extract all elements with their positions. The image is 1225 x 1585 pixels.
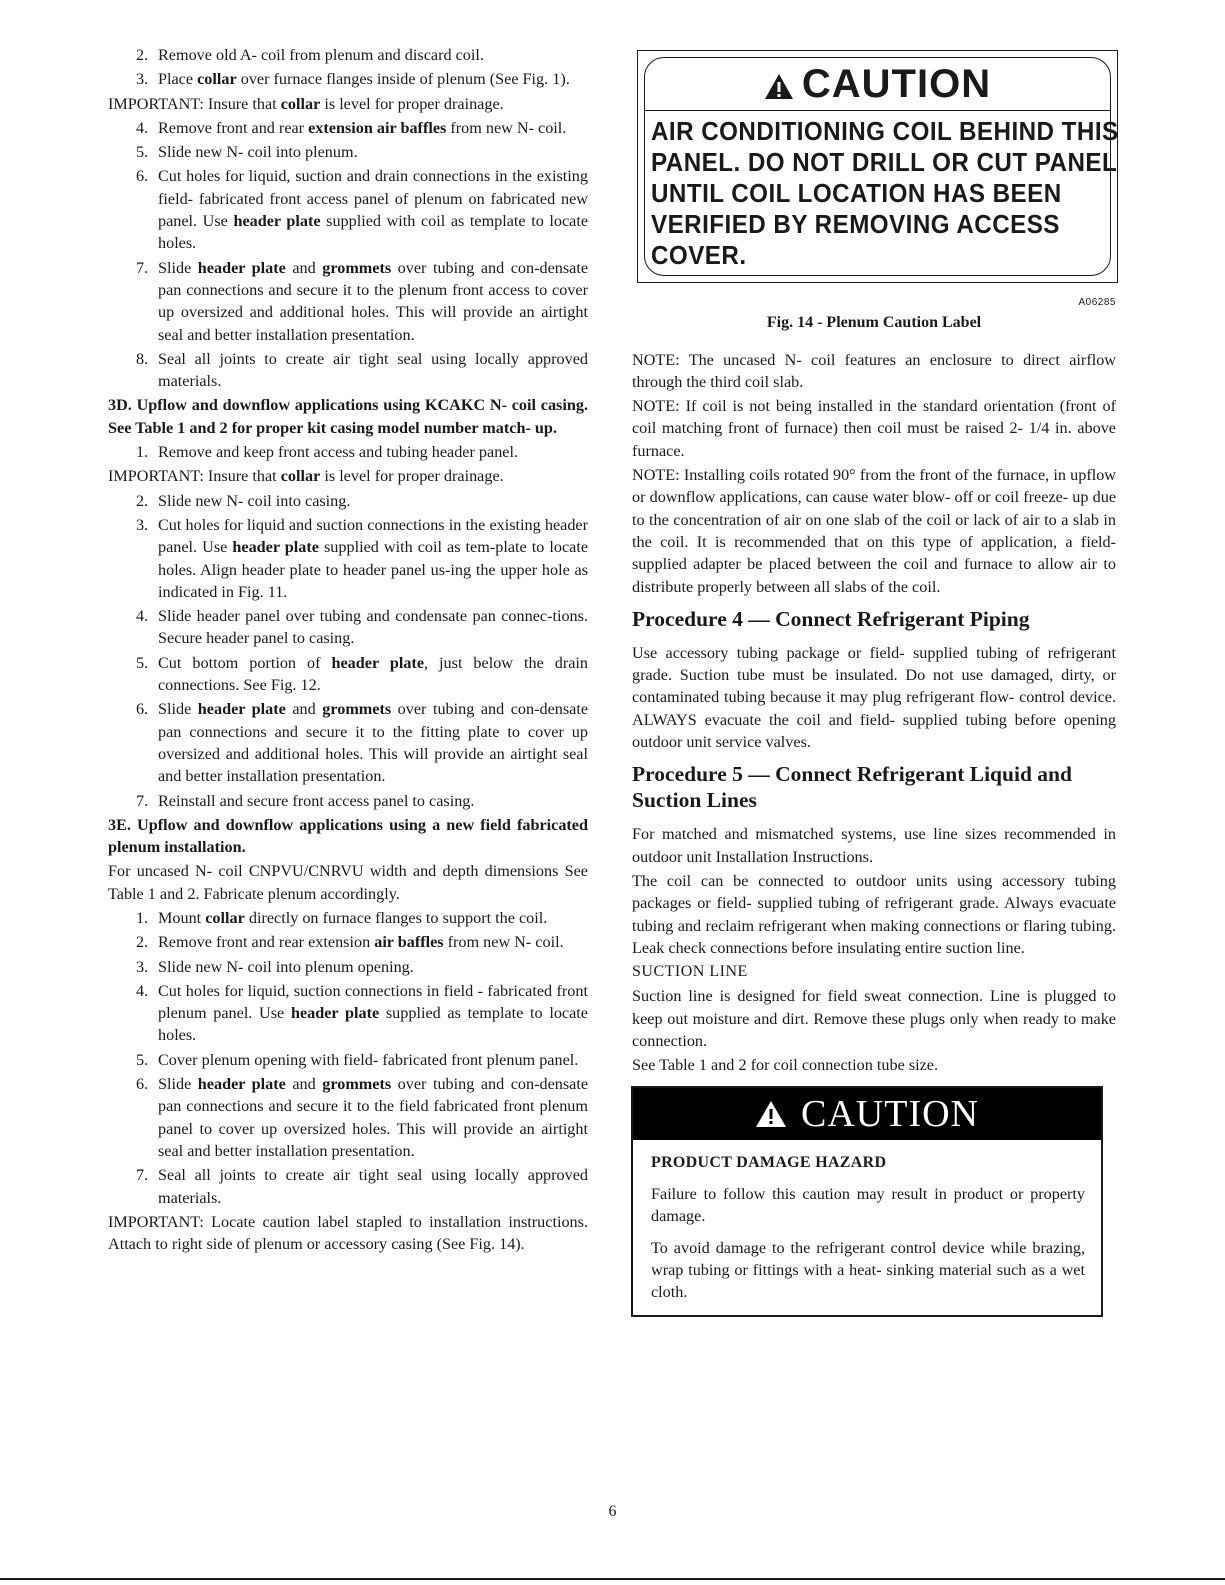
caution-banner: CAUTION xyxy=(633,1088,1101,1140)
paragraph: For matched and mismatched systems, use line sizes recommended in outdoor unit Installation Instructions. xyxy=(632,825,1116,866)
list-item: 3. Slide new N- coil into plenum opening. xyxy=(136,957,414,976)
product-damage-caution-box xyxy=(631,1086,1103,1318)
list-item: 2. Remove old A- coil from plenum and discard coil. xyxy=(136,46,484,64)
list-item: 7. Seal all joints to create air tight seal using locally approved materials. xyxy=(136,1166,588,1207)
paragraph: The coil can be connected to outdoor units using accessory tubing packages or field- supplied tubing of refrigerant grade. Always evacuate tubing and reclaim refrigerant when making connections or flaring tubing. Leak check connections before insulating entire suction line. xyxy=(632,871,1116,957)
list-item: 5. Cut bottom portion of header plate, just below the drain connections. See Fig. 12. xyxy=(136,653,589,695)
suction-line-heading: SUCTION LINE xyxy=(632,963,748,981)
list-item: 4. Slide header panel over tubing and condensate pan connec-tions. Secure header panel to casing. xyxy=(136,607,588,648)
list-item: 7. Reinstall and secure front access panel to casing. xyxy=(136,791,475,810)
paragraph: See Table 1 and 2 for coil connection tube size. xyxy=(632,1056,939,1075)
list-item: 4. Remove front and rear extension air baffles from new N- coil. xyxy=(136,118,567,137)
section-heading-3e: 3E. Upflow and downflow applications using a new field fabricated plenum installation. xyxy=(108,815,588,857)
paragraph: For uncased N- coil CNPVU/CNRVU width and depth dimensions See Table 1 and 2. Fabricate plenum accordingly. xyxy=(108,862,588,903)
note: NOTE: If coil is not being installed in the standard orientation (front of coil matching front of furnace) then coil must be raised 2- 1/4 in. above furnace. xyxy=(632,397,1116,460)
important-note: IMPORTANT: Insure that collar is level for proper drainage. xyxy=(108,467,504,486)
list-item: 1. Remove and keep front access and tubing header panel. xyxy=(136,443,519,462)
caution-body xyxy=(633,1140,1101,1316)
note: NOTE: Installing coils rotated 90° from the front of the furnace, in upflow or downflow applications, can cause water blow- off or coil freeze- up due to the concentration of air on one slab of the coil or lack of air to a slab in the coil. It is recommended that on this type of application, a field- supplied adapter be placed between the coil and furnace to allow air to distribute properly between all slabs of the coil. xyxy=(632,466,1116,596)
list-item: 3. Cut holes for liquid and suction connections in the existing header panel. Use header plate supplied with coil as tem-plate to locate holes. Align header plate to header panel us-ing the upper hole as indicated in Fig. 11. xyxy=(136,515,589,601)
list-item: 6. Slide header plate and grommets over tubing and con-densate pan connections and secure it to the field fabricated front plenum panel to cover up oversized holes. This will provide an airtight seal and better installation presentation. xyxy=(136,1075,589,1160)
label-warning-text: AIR CONDITIONING COIL BEHIND THIS PANEL. DO NOT DRILL OR CUT PANEL UNTIL COIL LOCATION HAS BEEN VERIFIED BY REMOVING ACCESS COVER. xyxy=(651,116,1119,270)
page-number: 6 xyxy=(608,1503,617,1520)
right-column xyxy=(632,50,1119,1317)
left-column xyxy=(108,44,588,1257)
important-note: IMPORTANT: Insure that collar is level for proper drainage. xyxy=(108,94,504,113)
paragraph: Failure to follow this caution may result in product or property damage. xyxy=(651,1184,1085,1226)
procedure-5-heading: Procedure 5 — Connect Refrigerant Liquid and Suction Lines xyxy=(632,762,1072,813)
caution-heading: PRODUCT DAMAGE HAZARD xyxy=(651,1153,887,1171)
label-caution-title: CAUTION xyxy=(645,60,1110,111)
page-bottom-rule xyxy=(0,1578,1225,1580)
list-item: 8. Seal all joints to create air tight seal using locally approved materials. xyxy=(136,349,588,391)
list-item: 5. Cover plenum opening with field- fabricated front plenum panel. xyxy=(136,1050,579,1069)
important-note: IMPORTANT: Locate caution label stapled to installation instructions. Attach to right side of plenum or accessory casing (See Fig. 14). xyxy=(108,1212,588,1254)
list-item: 4. Cut holes for liquid, suction connections in field - fabricated front plenum panel. Use header plate supplied as template to locate holes. xyxy=(136,981,588,1045)
label-frame xyxy=(644,57,1119,276)
list-item: 6. Cut holes for liquid, suction and drain connections in the existing field- fabricated front access panel of plenum on fabricated new panel. Use header plate supplied with coil as template to locate holes. xyxy=(136,167,589,253)
list-item: 5. Slide new N- coil into plenum. xyxy=(136,143,358,162)
procedure-4-heading: Procedure 4 — Connect Refrigerant Piping xyxy=(632,606,1030,631)
list-item: 7. Slide header plate and grommets over tubing and con-densate pan connections and secure it to the plenum front access to cover up oversized and additional holes. This will provide an airtight seal and better installation presentation. xyxy=(136,258,589,344)
note: NOTE: The uncased N- coil features an enclosure to direct airflow through the third coil slab. xyxy=(632,350,1116,391)
paragraph: Use accessory tubing package or field- supplied tubing of refrigerant grade. Suction tube must be insulated. Do not use damaged, dirty, or contaminated tubing because it may plug refrigerant flow- control device. ALWAYS evacuate the coil and field- supplied tubing before opening outdoor unit service valves. xyxy=(632,643,1116,752)
list-item: 6. Slide header plate and grommets over tubing and con-densate pan connections and secure it to the fitting plate to cover up oversized and additional holes. This will provide an airtight seal and better installation presentation. xyxy=(136,700,589,786)
paragraph: Suction line is designed for field sweat connection. Line is plugged to keep out moisture and dirt. Remove these plugs only when ready to make connection. xyxy=(632,987,1116,1051)
label-divider xyxy=(645,110,1110,111)
list-item: 1. Mount collar directly on furnace flanges to support the coil. xyxy=(136,908,548,927)
paragraph: To avoid damage to the refrigerant control device while brazing, wrap tubing or fittings with a heat- sinking material such as a wet cloth. xyxy=(651,1238,1085,1302)
section-heading-3d: 3D. Upflow and downflow applications using KCAKC N- coil casing. See Table 1 and 2 for proper kit casing model number match- up. xyxy=(108,396,588,437)
warning-triangle-icon xyxy=(755,1090,787,1142)
list-item: 3. Place collar over furnace flanges inside of plenum (See Fig. 1). xyxy=(136,70,570,89)
figure-code: A06285 xyxy=(1078,297,1116,308)
figure-caption: Fig. 14 - Plenum Caution Label xyxy=(766,314,982,332)
list-item: 2. Slide new N- coil into casing. xyxy=(136,491,351,510)
warning-triangle-icon xyxy=(764,63,794,111)
list-item: 2. Remove front and rear extension air baffles from new N- coil. xyxy=(136,933,564,952)
plenum-caution-label-figure xyxy=(637,50,1118,283)
